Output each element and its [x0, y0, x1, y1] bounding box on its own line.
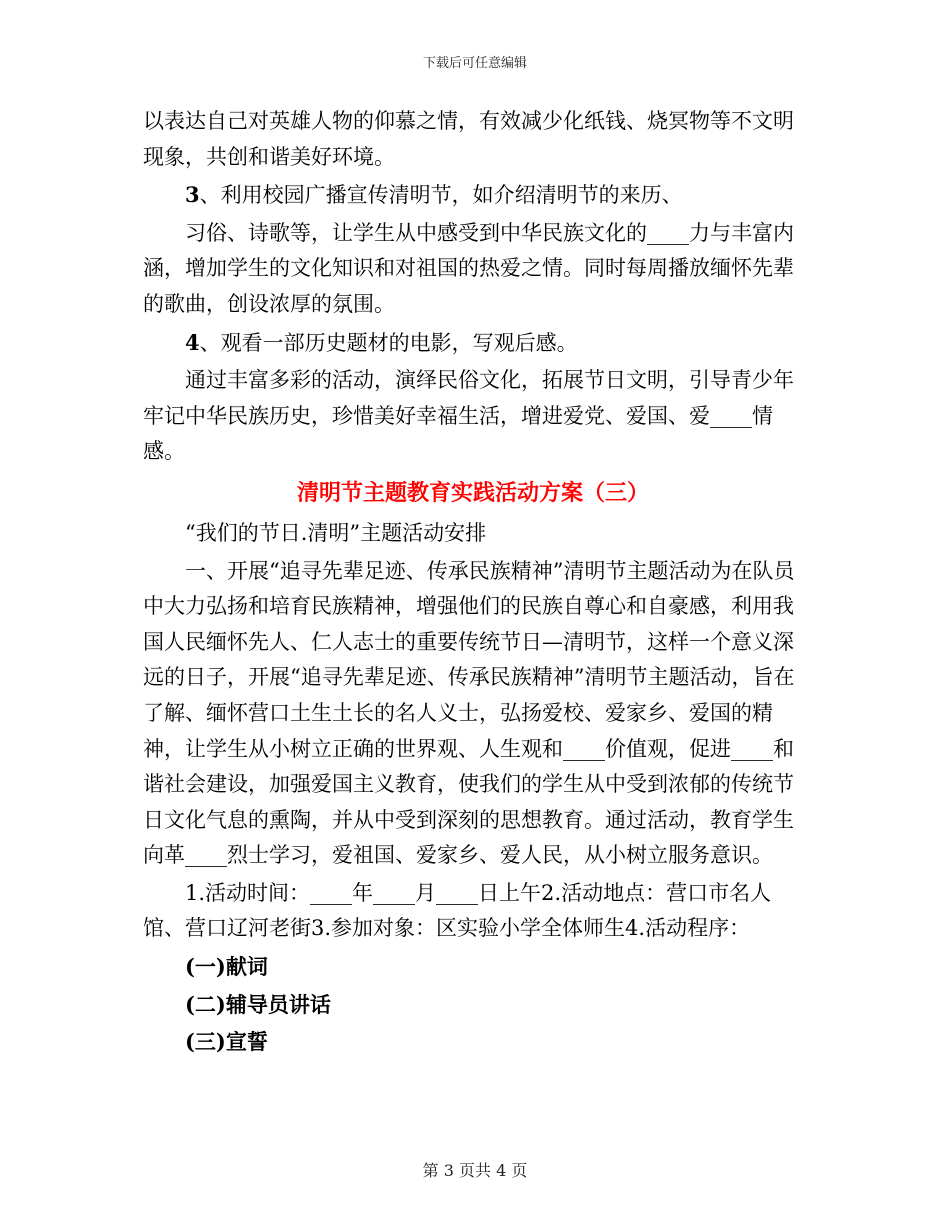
paragraph-2: [143, 177, 803, 214]
program-item-1: (一)献词: [185, 954, 268, 980]
program-item-3: (三)宣誓: [185, 1029, 268, 1055]
list-number-3: 3: [185, 182, 200, 208]
paragraph-4: [143, 325, 803, 362]
page-header: 下载后可任意编辑: [422, 56, 527, 71]
page-footer: 第 3 页共 4 页: [422, 1161, 528, 1180]
section-title: 清明节主题教育实践活动方案（三）: [296, 479, 649, 506]
paragraph-6: “我们的节日.清明”主题活动安排: [185, 520, 487, 545]
paragraph-8: 1.活动时间：____年____月____日上午2.活动地点：营口市名人馆、营口辽河老街3.参加对象：区实验小学全体师生4.活动程序：: [143, 880, 772, 941]
paragraph-5: 通过丰富多彩的活动，演绎民俗文化，拓展节日文明，引导青少年牢记中华民族历史，珍惜美好幸福生活，增进爱党、爱国、爱____情感。: [143, 368, 794, 464]
program-item-2: (二)辅导员讲话: [185, 991, 331, 1017]
document-body: [143, 104, 803, 1060]
paragraph-7: 一、开展“追寻先辈足迹、传承民族精神”清明节主题活动为在队员中大力弘扬和培育民族精神，增强他们的民族自尊心和自豪感，利用我国人民缅怀先人、仁人志士的重要传统节日—清明节，这样一个意义深远的日子，开展“追寻先辈足迹、传承民族精神”清明节主题活动，旨在了解、缅怀营口土生土长的名人义士，弘扬爱校、爱家乡、爱国的精神，让学生从小树立正确的世界观、人生观和____价值观，促进____和谐社会建设，加强爱国主义教育，使我们的学生从中受到浓郁的传统节日文化气息的熏陶，并从中受到深刻的思想教育。通过活动，教育学生向革____烈士学习，爱祖国、爱家乡、爱人民，从小树立服务意识。: [143, 558, 795, 868]
paragraph-4-text: 、观看一部历史题材的电影，写观后感。: [199, 330, 578, 355]
paragraph-3: 习俗、诗歌等，让学生从中感受到中华民族文化的____力与丰富内涵，增加学生的文化知识和对祖国的热爱之情。同时每周播放缅怀先辈的歌曲，创设浓厚的氛围。: [143, 220, 794, 316]
paragraph-1: 以表达自己对英雄人物的仰慕之情，有效减少化纸钱、烧冥物等不文明现象，共创和谐美好环境。: [143, 109, 794, 169]
list-number-4: 4: [185, 329, 200, 355]
paragraph-2-text: 、利用校园广播宣传清明节，如介绍清明节的来历、: [199, 183, 683, 208]
